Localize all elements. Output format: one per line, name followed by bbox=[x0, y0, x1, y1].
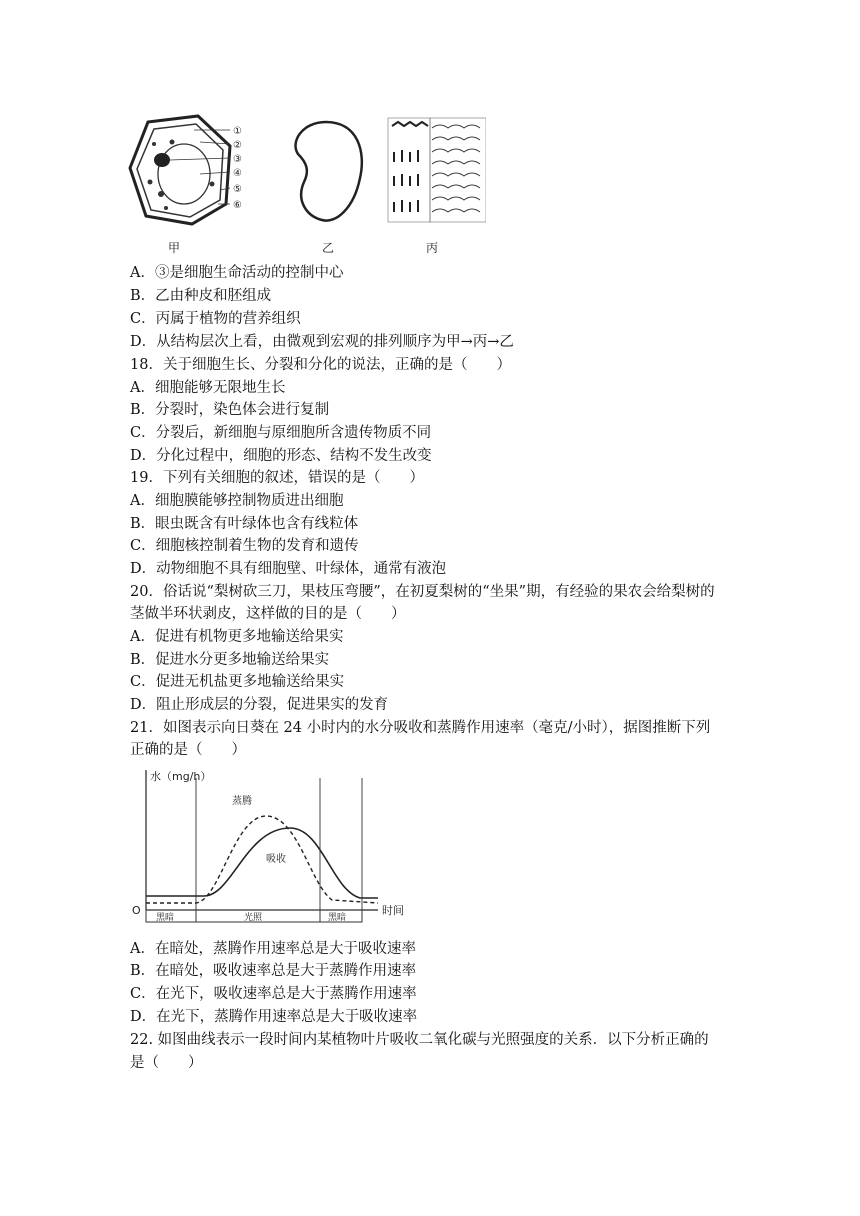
marker-6: ⑥ bbox=[233, 200, 242, 211]
q18-option-b: B．分裂时，染色体会进行复制 bbox=[130, 402, 330, 418]
q19-option-a: A．细胞膜能够控制物质进出细胞 bbox=[130, 493, 344, 509]
q22-stem-line1: 22. 如图曲线表示一段时间内某植物叶片吸收二氧化碳与光照强度的关系．以下分析正确的 bbox=[130, 1032, 709, 1048]
label-bing: 丙 bbox=[426, 241, 439, 255]
q19-option-b: B．眼虫既含有叶绿体也含有线粒体 bbox=[130, 516, 359, 532]
figure-21-svg bbox=[126, 764, 416, 932]
q20-stem-line2: 茎做半环状剥皮，这样做的目的是（ ） bbox=[130, 606, 406, 622]
period-dark-2: 黑暗 bbox=[328, 913, 347, 923]
origin-label: O bbox=[132, 904, 141, 917]
plant-tissue-diagram bbox=[388, 118, 486, 255]
figure-cell-seed-tissue bbox=[126, 112, 486, 260]
label-jia: 甲 bbox=[168, 241, 181, 255]
q21-stem-line2: 正确的是（ ） bbox=[130, 742, 246, 758]
q17-option-b: B．乙由种皮和胚组成 bbox=[130, 288, 272, 304]
q20-stem-line1: 20．俗话说“梨树砍三刀，果枝压弯腰”，在初夏梨树的“坐果”期，有经验的果农会给梨树的 bbox=[130, 584, 715, 600]
marker-2: ② bbox=[233, 140, 242, 151]
q21-option-b: B．在暗处，吸收速率总是大于蒸腾作用速率 bbox=[130, 963, 417, 979]
figure-17-svg bbox=[126, 112, 486, 260]
q21-stem-line1: 21．如图表示向日葵在 24 小时内的水分吸收和蒸腾作用速率（毫克/小时），据图推断下列 bbox=[130, 720, 711, 736]
q21-option-a: A．在暗处，蒸腾作用速率总是大于吸收速率 bbox=[130, 941, 416, 957]
q22-stem-line2: 是（ ） bbox=[130, 1055, 203, 1071]
plant-cell-diagram bbox=[130, 116, 242, 255]
period-dark-1: 黑暗 bbox=[156, 913, 175, 923]
q19-option-d: D．动物细胞不具有细胞壁、叶绿体，通常有液泡 bbox=[130, 561, 447, 577]
q21-option-c: C．在光下，吸收速率总是大于蒸腾作用速率 bbox=[130, 986, 417, 1002]
q18-option-a: A．细胞能够无限地生长 bbox=[130, 380, 286, 396]
figure-water-rate-graph bbox=[126, 764, 416, 932]
marker-4: ④ bbox=[233, 168, 242, 179]
q18-option-c: C．分裂后，新细胞与原细胞所含遗传物质不同 bbox=[130, 425, 432, 441]
q20-option-b: B．促进水分更多地输送给果实 bbox=[130, 652, 330, 668]
q19-option-c: C．细胞核控制着生物的发育和遗传 bbox=[130, 538, 359, 554]
transpiration-label: 蒸腾 bbox=[232, 796, 252, 807]
absorption-curve bbox=[146, 828, 378, 898]
q20-option-c: C．促进无机盐更多地输送给果实 bbox=[130, 674, 345, 690]
q20-option-d: D．阻止形成层的分裂，促进果实的发育 bbox=[130, 697, 389, 713]
q17-option-d: D．从结构层次上看，由微观到宏观的排列顺序为甲→丙→乙 bbox=[130, 334, 514, 350]
q17-option-c: C．丙属于植物的营养组织 bbox=[130, 311, 301, 327]
marker-1: ① bbox=[233, 126, 242, 137]
q18-stem: 18．关于细胞生长、分裂和分化的说法，正确的是（ ） bbox=[130, 357, 511, 373]
q19-stem: 19．下列有关细胞的叙述，错误的是（ ） bbox=[130, 470, 424, 486]
q17-option-a: A．③是细胞生命活动的控制中心 bbox=[130, 265, 344, 281]
q20-option-a: A．促进有机物更多地输送给果实 bbox=[130, 629, 344, 645]
absorption-label: 吸收 bbox=[266, 854, 286, 865]
q21-option-d: D．在光下，蒸腾作用速率总是大于吸收速率 bbox=[130, 1009, 418, 1025]
marker-3: ③ bbox=[233, 154, 242, 165]
period-light: 光照 bbox=[244, 913, 263, 923]
marker-5: ⑤ bbox=[233, 184, 242, 195]
bean-seed-diagram bbox=[296, 122, 362, 255]
x-axis-label: 时间 bbox=[382, 904, 404, 917]
label-yi: 乙 bbox=[322, 241, 335, 255]
y-axis-label: 水（mg/h） bbox=[150, 770, 212, 783]
transpiration-curve bbox=[146, 816, 378, 903]
q18-option-d: D．分化过程中，细胞的形态、结构不发生改变 bbox=[130, 448, 432, 464]
